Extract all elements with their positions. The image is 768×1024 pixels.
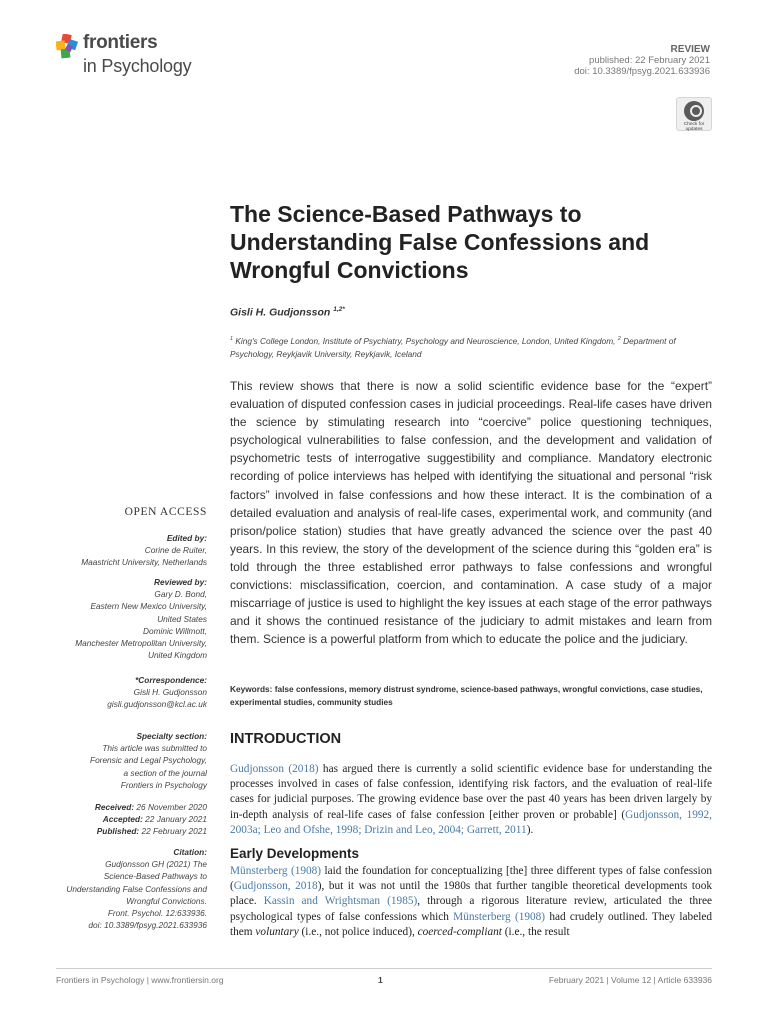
correspondence-block: [40, 674, 207, 711]
accepted-date: [40, 813, 207, 825]
affiliation-2: Department of Psychology, Reykjavik University, Reykjavik, Iceland: [230, 335, 676, 359]
citation-block: [40, 846, 207, 931]
citation-line: Front. Psychol. 12:633936.: [107, 908, 207, 919]
published-date-sidebar: [40, 825, 207, 837]
article-meta: [574, 44, 710, 77]
reviewer-affiliation: Eastern New Mexico University,: [90, 601, 207, 612]
published-label: Published:: [96, 826, 140, 837]
journal-logo[interactable]: [56, 32, 206, 82]
received-date: [40, 801, 207, 813]
footer-volume-info: February 2021 | Volume 12 | Article 633936: [548, 975, 712, 985]
citation-line: Gudjonsson GH (2021) The: [105, 859, 207, 870]
specialty-line: Frontiers in Psychology: [120, 779, 207, 790]
citation-link[interactable]: Gudjonsson, 1992, 2003a; Leo and Ofshe, 1998; Drizin and Leo, 2004; Garrett, 2011: [230, 808, 713, 836]
frontiers-logo-icon: [56, 34, 80, 60]
logo-text-frontiers: frontiers: [83, 32, 158, 53]
specialty-line: This article was submitted to: [102, 743, 207, 754]
reviewer-affiliation: United States: [157, 613, 207, 624]
citation-doi[interactable]: doi: 10.3389/fpsyg.2021.633936: [88, 920, 207, 931]
reviewed-by-block: [40, 576, 207, 661]
body-text: ).: [526, 823, 534, 836]
intro-paragraph-1: [230, 762, 712, 838]
body-text: (i.e., not police induced),: [298, 925, 418, 938]
check-updates-label: Check for updates: [683, 122, 705, 132]
body-text: laid the foundation for conceptualizing [the] three different types of false confession (: [230, 865, 712, 893]
citation-link[interactable]: Münsterberg (1908): [230, 865, 322, 877]
reviewer-affiliation: United Kingdom: [147, 650, 207, 661]
affil-marker-2: 2: [617, 336, 621, 342]
accepted-label: Accepted:: [102, 814, 143, 825]
reviewed-by-label: Reviewed by:: [153, 577, 207, 587]
edited-by-label: Edited by:: [166, 533, 207, 543]
intro-paragraph-2: [230, 864, 712, 940]
dates-block: [40, 801, 207, 838]
open-access-label: OPEN ACCESS: [124, 506, 207, 518]
subsection-heading-early-developments: Early Developments: [230, 846, 360, 861]
correspondence-name: Gisli H. Gudjonsson: [133, 687, 207, 698]
body-text: , through a rigorous literature review, articulated the three psychological types of false confessions which: [230, 895, 713, 923]
received-label: Received:: [94, 802, 135, 812]
correspondence-email[interactable]: gisli.gudjonsson@kcl.ac.uk: [107, 699, 207, 710]
editor-line[interactable]: Corine de Ruiter,: [144, 545, 207, 556]
affiliations: [230, 333, 710, 361]
citation-link[interactable]: Münsterberg (1908): [453, 910, 546, 923]
footer-journal-link[interactable]: Frontiers in Psychology | www.frontiersin.org: [56, 975, 224, 985]
citation-link[interactable]: Gudjonsson (2018): [230, 763, 319, 775]
page-number: 1: [378, 975, 383, 985]
editor-affiliation: Maastricht University, Netherlands: [81, 557, 207, 568]
affil-marker-1: 1: [230, 336, 234, 342]
author-line: [230, 306, 345, 319]
article-title: The Science-Based Pathways to Understanding False Confessions and Wrongful Convictions: [230, 201, 650, 283]
specialty-label: Specialty section:: [136, 731, 207, 741]
specialty-section-block: [40, 730, 207, 791]
citation-link[interactable]: Gudjonsson, 2018: [233, 880, 318, 893]
received-value: 26 November 2020: [134, 802, 207, 812]
published-date: published: 22 February 2021: [589, 55, 710, 66]
body-text: has argued there is currently a solid scientific evidence base for understanding the processes involved in cases of false confession, identifying risk factors, and the evaluation of real-life cases for judicial purposes. The growing evidence base over the past 40 years has been driven largely by in-depth analysis of real-life cases of false confession [either proven or probable] (: [230, 763, 712, 821]
edited-by-block: [40, 532, 207, 569]
author-name[interactable]: Gisli H. Gudjonsson: [230, 306, 331, 319]
page-footer: [56, 968, 712, 985]
reviewer-line[interactable]: Gary D. Bond,: [154, 589, 207, 600]
citation-label: Citation:: [173, 847, 207, 857]
abstract: This review shows that there is now a solid scientific evidence base for the “expert” evaluation of disputed confession cases in judicial proceedings. Real-life cases have driven the science by stimulating research into “coercive” police questioning techniques, psychological vulnerabilities to false confession, and the development and validation of psychometric tests of interrogative suggestibility and compliance. Mandatory electronic recording of police interviews has helped with identifying the situational and personal “risk factors” involved in false confessions and how these interact. It is the combination of a detailed evaluation and analysis of real-life cases, experimental work, and community (and prison/police station) studies that have greatly advanced the science over the past 40 years. In this review, the story of the development of the science during this “golden era” is told through the three established error pathways to false confessions and wrongful convictions: misclassification, coercion, and contamination. A case study of a major miscarriage of justice is used to highlight the key issues at each stage of the error pathways and it shows the continued resistance of the judiciary to admit mistakes and learn from them. Science is a powerful platform from which to educate the police and the judiciary.: [230, 379, 712, 647]
reviewer-affiliation: Manchester Metropolitan University,: [75, 638, 207, 649]
citation-line: Science-Based Pathways to: [103, 871, 207, 882]
published-value: 22 February 2021: [139, 826, 207, 837]
correspondence-label: *Correspondence:: [135, 675, 207, 685]
keywords: Keywords: false confessions, memory distrust syndrome, science-based pathways, wrongful convictions, case studies, experimental studies, community studies: [230, 684, 703, 707]
accepted-value: 22 January 2021: [142, 814, 207, 825]
body-text: ), but it was not until the 1980s that further tangible theoretical developments took place.: [230, 880, 712, 908]
section-heading-introduction: INTRODUCTION: [230, 731, 342, 747]
emphasis-term: coerced-compliant: [417, 925, 502, 938]
specialty-line: Forensic and Legal Psychology,: [90, 755, 207, 766]
body-text: had crudely outlined. They labeled them: [230, 910, 713, 938]
citation-line: Wrongful Convictions.: [126, 895, 207, 906]
emphasis-term: voluntary: [255, 925, 299, 938]
author-affil-marks: 1,2*: [333, 306, 345, 313]
body-text: (i.e., the result: [501, 925, 570, 938]
citation-link[interactable]: Kassin and Wrightsman (1985): [263, 895, 418, 908]
check-updates-icon: [684, 101, 704, 121]
citation-line: Understanding False Confessions and: [66, 883, 207, 894]
check-for-updates-button[interactable]: [676, 97, 712, 131]
article-type: REVIEW: [670, 44, 710, 55]
affiliation-1: King's College London, Institute of Psychiatry, Psychology and Neuroscience, London, United Kingdom,: [233, 335, 618, 346]
reviewer-line[interactable]: Dominic Willmott,: [142, 625, 207, 636]
logo-text-journal: in Psychology: [83, 56, 192, 76]
specialty-line: a section of the journal: [123, 767, 207, 778]
doi[interactable]: doi: 10.3389/fpsyg.2021.633936: [574, 66, 710, 77]
